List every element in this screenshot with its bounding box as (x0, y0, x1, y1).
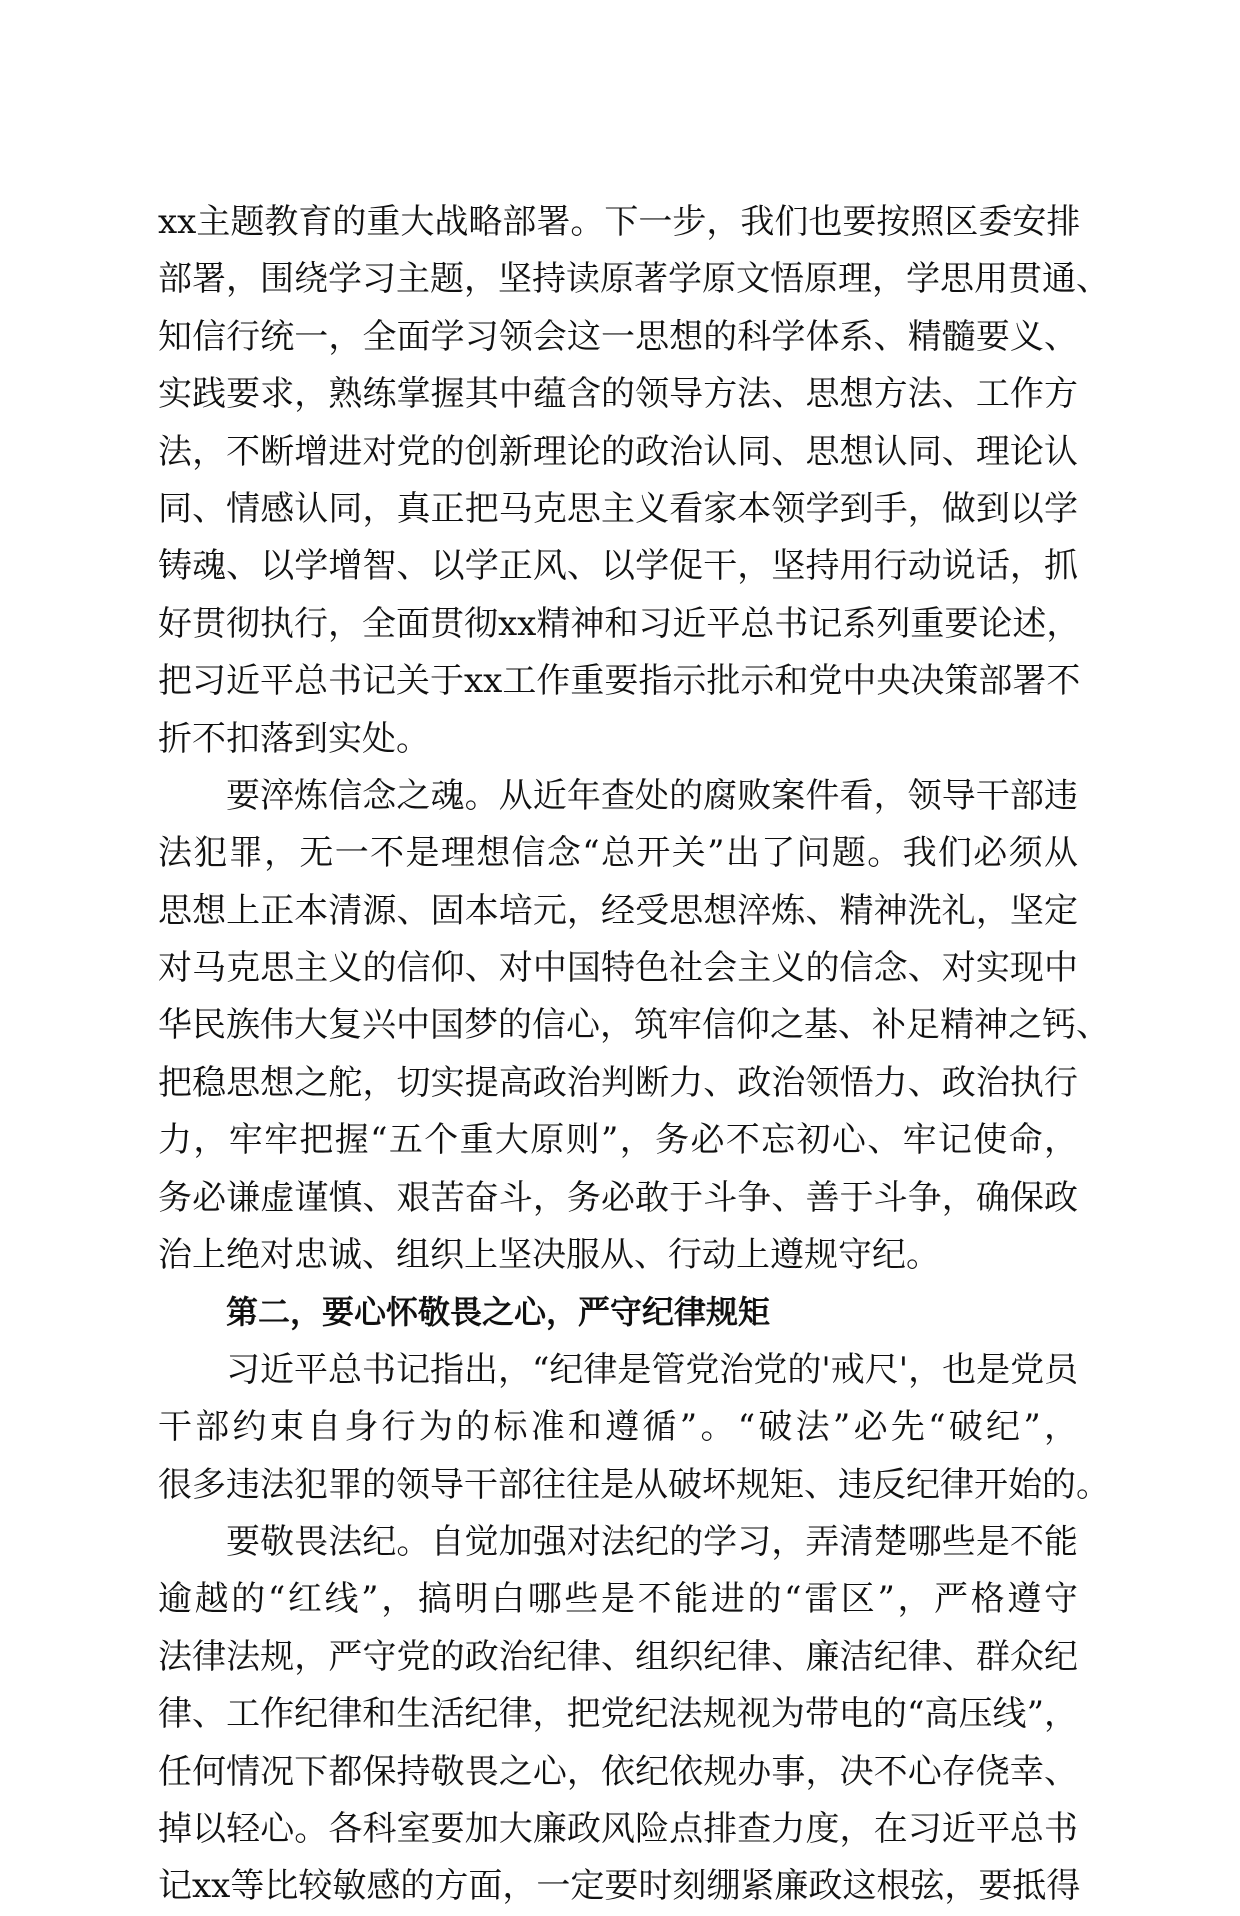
text-line: 华民族伟大复兴中国梦的信心，筑牢信仰之基、补足精神之钙、 (158, 1005, 1110, 1046)
text-line: 思想上正本清源、固本培元，经受思想淬炼、精神洗礼，坚定 (158, 890, 1078, 931)
text-line: 律、工作纪律和生活纪律，把党纪法规视为带电的“高压线”， (158, 1694, 1078, 1735)
text-line: 把习近平总书记关于xx工作重要指示批示和党中央决策部署不 (158, 661, 1081, 702)
text-line: 干部约束自身行为的标准和遵循”。“破法”必先“破纪”， (158, 1407, 1078, 1448)
text-line: 铸魂、以学增智、以学正风、以学促干，坚持用行动说话，抓 (158, 546, 1078, 587)
text-line: 折不扣落到实处。 (158, 718, 430, 759)
section-heading: 第二，要心怀敬畏之心，严守纪律规矩 (226, 1293, 771, 1332)
text-line: 法律法规，严守党的政治纪律、组织纪律、廉洁纪律、群众纪 (158, 1636, 1078, 1677)
text-line: 逾越的“红线”，搞明白哪些是不能进的“雷区”，严格遵守 (158, 1579, 1078, 1620)
text-line: 法犯罪，无一不是理想信念“总开关”出了问题。我们必须从 (158, 833, 1078, 874)
text-line: 记xx等比较敏感的方面，一定要时刻绷紧廉政这根弦，要抵得 (158, 1866, 1081, 1907)
text-line: 对马克思主义的信仰、对中国特色社会主义的信念、对实现中 (158, 948, 1078, 989)
text-line: 很多违法犯罪的领导干部往往是从破坏规矩、违反纪律开始的。 (158, 1464, 1110, 1505)
text-line: xx主题教育的重大战略部署。下一步，我们也要按照区委安排 (158, 202, 1081, 242)
document-page (158, 194, 1110, 1916)
text-line: 法，不断增进对党的创新理论的政治认同、思想认同、理论认 (158, 431, 1078, 472)
text-line: 务必谦虚谨慎、艰苦奋斗，务必敢于斗争、善于斗争，确保政 (158, 1177, 1078, 1218)
text-line: 治上绝对忠诚、组织上坚决服从、行动上遵规守纪。 (158, 1235, 940, 1276)
text-line: 任何情况下都保持敬畏之心，依纪依规办事，决不心存侥幸、 (158, 1751, 1078, 1792)
text-line: 部署，围绕学习主题，坚持读原著学原文悟原理，学思用贯通、 (158, 259, 1110, 300)
text-line: 把稳思想之舵，切实提高政治判断力、政治领悟力、政治执行 (158, 1062, 1078, 1103)
paragraph-start-line: 习近平总书记指出，“纪律是管党治党的'戒尺'，也是党员 (226, 1349, 1079, 1390)
text-line: 掉以轻心。各科室要加大廉政风险点排查力度，在习近平总书 (158, 1808, 1078, 1849)
text-line: 知信行统一，全面学习领会这一思想的科学体系、精髓要义、 (158, 316, 1078, 357)
text-line: 实践要求，熟练掌握其中蕴含的领导方法、思想方法、工作方 (158, 374, 1078, 415)
text-line: 同、情感认同，真正把马克思主义看家本领学到手，做到以学 (158, 488, 1078, 529)
paragraph-start-line: 要淬炼信念之魂。从近年查处的腐败案件看，领导干部违 (226, 775, 1078, 816)
text-line: 好贯彻执行，全面贯彻xx精神和习近平总书记系列重要论述， (158, 603, 1081, 644)
text-line: 力，牢牢把握“五个重大原则”，务必不忘初心、牢记使命， (158, 1120, 1078, 1161)
paragraph-start-line: 要敬畏法纪。自觉加强对法纪的学习，弄清楚哪些是不能 (226, 1521, 1078, 1562)
